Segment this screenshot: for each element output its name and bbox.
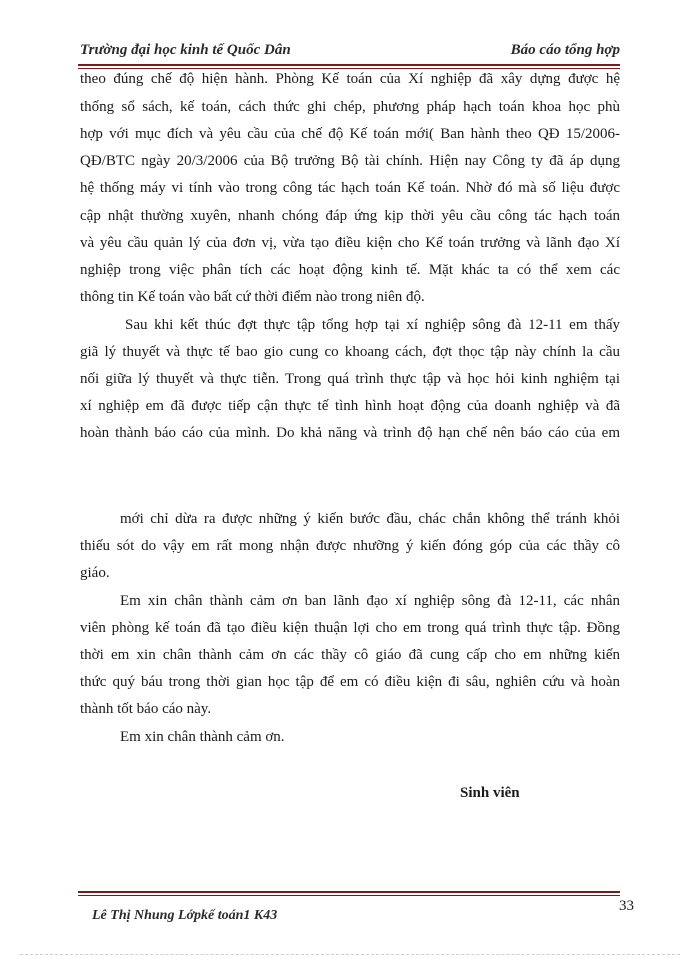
body-line: giã lý thuyết và thực tế bao gio cung co khoang cách, đợt thọc tập này chính la cầu [80,344,620,360]
body-line: theo đúng chế độ hiện hành. Phòng Kế toán của Xí nghiệp đã xây dựng được hệ [80,71,620,87]
body-line: thiếu sót do vậy em rất mong nhận được nhưỡng ý kiến đóng góp của các thầy cô [80,538,620,554]
header-report-title: Báo cáo tổng hợp [510,42,620,58]
body-line: nghiệp trong việc phân tích các hoạt động kinh tế. Mặt khác ta có thể xem các [80,262,620,278]
page-header [80,42,620,62]
body-line: nối giữa lý thuyết và thực tiễn. Trong quá trình thực tập và học hỏi kinh nghiệm tại [80,371,620,387]
body-line: cập nhật thường xuyên, nhanh chóng đáp ứng kịp thời yêu cầu công tác hạch toán [80,208,620,224]
footer-rule [78,891,620,893]
body-line: mới chỉ dừa ra được những ý kiến bước đầu, chác chắn không thể tránh khỏi [120,511,620,527]
page-number: 33 [619,898,634,914]
footer-author: Lê Thị Nhung Lớpkế toán1 K43 [92,908,278,923]
header-rule [78,64,620,66]
header-rule-thin [78,68,620,69]
body-line: giáo. [80,565,110,581]
body-line: QĐ/BTC ngày 20/3/2006 của Bộ trưởng Bộ tài chính. Hiện nay Công ty đã áp dụng [80,153,620,169]
body-line: thống sổ sách, kế toán, cách thức ghi chép, phương pháp hạch toán khoa học phù [80,99,620,115]
signature-label: Sinh viên [460,785,520,801]
body-line: thành tốt báo cáo này. [80,701,212,717]
header-school-name: Trường đại học kinh tế Quốc Dân [80,42,291,58]
body-line: và yêu cầu quản lý của đơn vị, vừa tạo điều kiện cho Kế toán trưởng và lãnh đạo Xí [80,235,620,251]
page-bottom-dashed-border [20,954,680,955]
footer-rule-thin [78,895,620,896]
body-line: hoàn thành báo cáo của mình. Do khả năng và trình độ hạn chế nên báo cáo của em [80,425,620,441]
body-line: Em xin chân thành cảm ơn. [120,729,285,745]
body-line: hệ thống máy vi tính vào trong công tác hạch toán Kế toán. Nhờ đó mà số liệu được [80,180,620,196]
body-line: thông tin Kế toán vào bất cứ thời điểm nào trong niên độ. [80,289,425,305]
body-line: thức quý báu trong thời gian học tập để em có điều kiện đi sâu, nghiên cứu và hoàn [80,674,620,690]
body-line: hợp với mục đích và yêu cầu của chế độ Kế toán mới( Ban hành theo QĐ 15/2006- [80,126,620,142]
body-line: Em xin chân thành cảm ơn ban lãnh đạo xí nghiệp sông đà 12-11, các nhân [120,593,620,609]
body-line: xí nghiệp em đã được tiếp cận thực tế tình hình hoạt động của doanh nghiệp và đã [80,398,620,414]
body-line: thời em xin chân thành cảm ơn các thầy cô giáo đã cung cấp cho em những kiến [80,647,620,663]
body-line: viên phòng kế toán đã tạo điều kiện thuận lợi cho em trong quá trình thực tập. Đồng [80,620,620,636]
body-line: Sau khi kết thúc đợt thực tập tổng hợp tại xí nghiệp sông đà 12-11 em thấy [125,317,620,333]
